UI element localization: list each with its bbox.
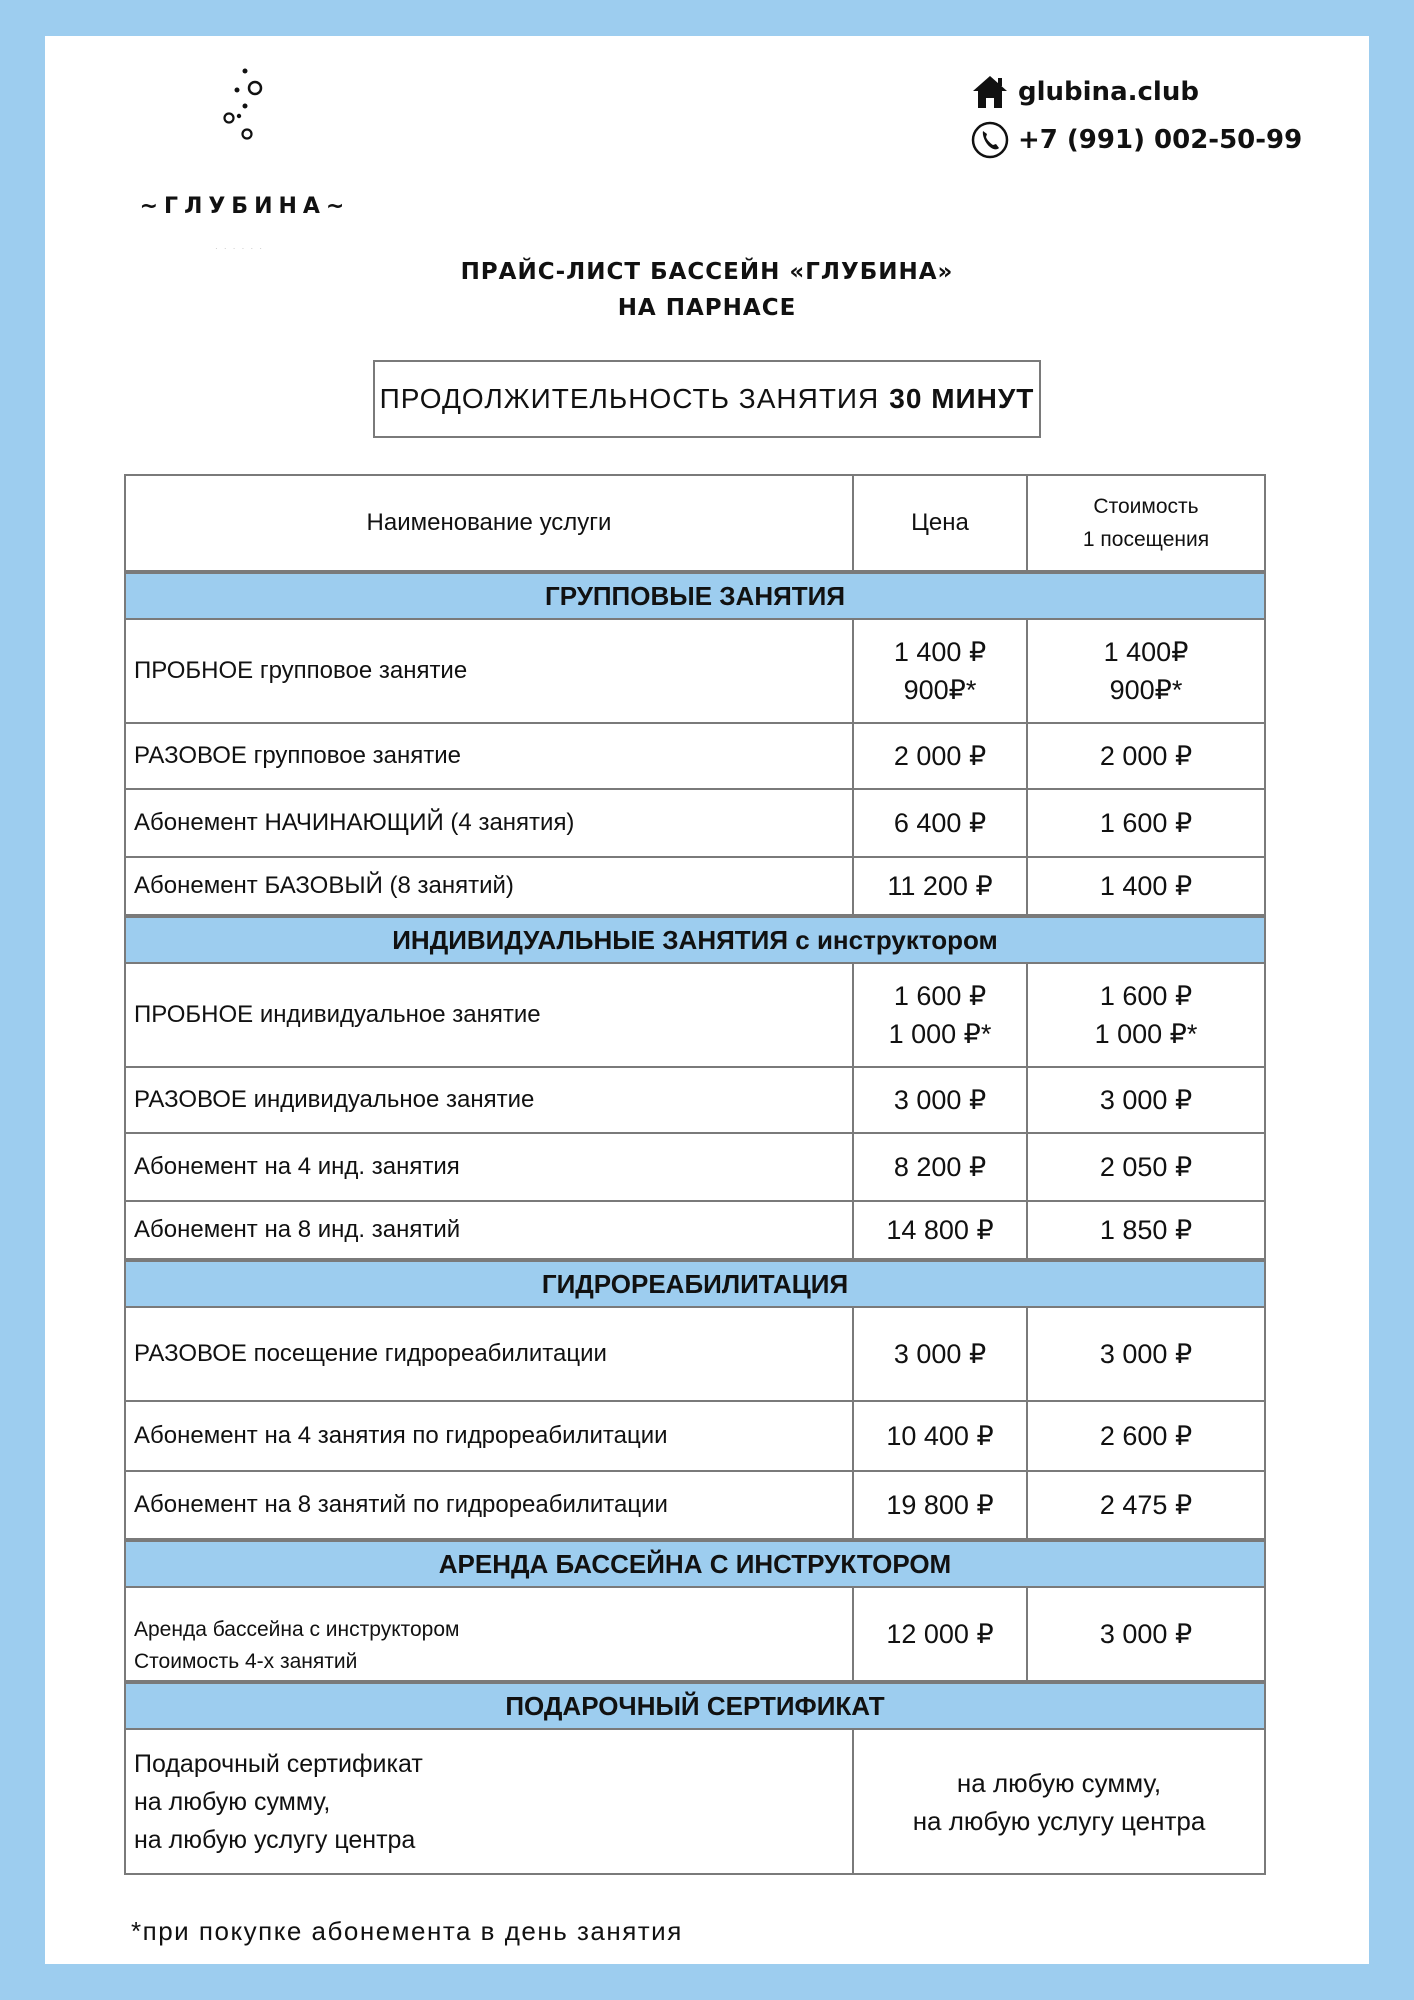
service-name — [126, 1730, 854, 1873]
price-cell — [854, 1068, 1028, 1132]
service-name: Абонемент на 4 инд. занятия — [126, 1134, 854, 1200]
section-header: ИНДИВИДУАЛЬНЫЕ ЗАНЯТИЯ с инструктором — [124, 916, 1266, 964]
price-value: 3 000 ₽ — [893, 1085, 987, 1115]
price-value: 6 400 ₽ — [893, 808, 987, 838]
phone-text[interactable]: +7 (991) 002-50-99 — [1018, 125, 1303, 155]
duration-box — [373, 360, 1041, 438]
certificate-value-line: на любую услугу центра — [912, 1805, 1206, 1836]
table-row — [124, 1588, 1266, 1682]
service-name: Абонемент на 8 инд. занятий — [126, 1202, 854, 1258]
table-row — [124, 1308, 1266, 1402]
header-per-visit-line-1: Стоимость — [1093, 495, 1199, 518]
table-row — [124, 1068, 1266, 1134]
price-cell — [854, 620, 1028, 722]
logo-underline: · · · · · · — [215, 244, 265, 253]
price-value: 2 000 ₽ — [893, 741, 987, 771]
logo-wordmark: ~ГЛУБИНА~ — [139, 194, 351, 219]
price-value: 12 000 ₽ — [886, 1619, 994, 1649]
per-visit-value: 1 400₽ — [1103, 637, 1189, 667]
service-name-line: Аренда бассейна с инструктором — [134, 1618, 460, 1641]
header-per-visit — [1028, 476, 1264, 570]
per-visit-cell — [1028, 1068, 1264, 1132]
header-price: Цена — [854, 476, 1028, 570]
duration-value: 30 МИНУТ — [889, 383, 1035, 414]
title-line-1: ПРАЙС-ЛИСТ БАССЕЙН «ГЛУБИНА» — [460, 259, 954, 285]
header-per-visit-line-2: 1 посещения — [1082, 528, 1210, 551]
price-cell — [854, 1472, 1028, 1538]
table-row — [124, 964, 1266, 1068]
price-value: 14 800 ₽ — [886, 1215, 994, 1245]
service-name: Абонемент НАЧИНАЮЩИЙ (4 занятия) — [126, 790, 854, 856]
footnote: *при покупке абонемента в день занятия — [131, 1916, 683, 1946]
service-name: ПРОБНОЕ индивидуальное занятие — [126, 964, 854, 1066]
service-name-line: Подарочный сертификат — [134, 1749, 423, 1778]
section-header: ГИДРОРЕАБИЛИТАЦИЯ — [124, 1260, 1266, 1308]
per-visit-cell — [1028, 1588, 1264, 1680]
price-value: 19 800 ₽ — [886, 1490, 994, 1520]
per-visit-cell — [1028, 1308, 1264, 1400]
service-name: Абонемент БАЗОВЫЙ (8 занятий) — [126, 858, 854, 914]
table-row — [124, 790, 1266, 858]
phone-icon — [970, 120, 1010, 160]
price-cell — [854, 1202, 1028, 1258]
price-value: 8 200 ₽ — [893, 1152, 987, 1182]
per-visit-value: 900₽* — [1109, 675, 1183, 705]
per-visit-value: 3 000 ₽ — [1099, 1085, 1193, 1115]
price-value: 10 400 ₽ — [886, 1421, 994, 1451]
title-line-2: НА ПАРНАСЕ — [617, 295, 797, 321]
per-visit-value: 1 000 ₽* — [1094, 1019, 1198, 1049]
per-visit-cell — [1028, 1134, 1264, 1200]
table-row — [124, 1730, 1266, 1875]
table-row — [124, 1134, 1266, 1202]
home-icon — [970, 72, 1010, 112]
price-cell — [854, 964, 1028, 1066]
bubbles-icon — [205, 66, 285, 156]
service-name: ПРОБНОЕ групповое занятие — [126, 620, 854, 722]
price-cell — [854, 724, 1028, 788]
price-cell — [854, 1588, 1028, 1680]
service-name: Абонемент на 8 занятий по гидрореабилитации — [126, 1472, 854, 1538]
service-name: РАЗОВОЕ групповое занятие — [126, 724, 854, 788]
price-value: 1 000 ₽* — [888, 1019, 992, 1049]
table-row — [124, 1472, 1266, 1540]
price-cell — [854, 858, 1028, 914]
table-row — [124, 1202, 1266, 1260]
per-visit-cell — [1028, 858, 1264, 914]
per-visit-value: 3 000 ₽ — [1099, 1339, 1193, 1369]
per-visit-value: 2 000 ₽ — [1099, 741, 1193, 771]
per-visit-value: 1 600 ₽ — [1099, 808, 1193, 838]
price-cell — [854, 790, 1028, 856]
section-header: ПОДАРОЧНЫЙ СЕРТИФИКАТ — [124, 1682, 1266, 1730]
table-row — [124, 1402, 1266, 1472]
per-visit-cell — [1028, 1472, 1264, 1538]
phone-contact[interactable] — [970, 120, 1302, 160]
per-visit-value: 1 600 ₽ — [1099, 981, 1193, 1011]
table-row — [124, 620, 1266, 724]
per-visit-cell — [1028, 1202, 1264, 1258]
per-visit-value: 2 600 ₽ — [1099, 1421, 1193, 1451]
price-list-page — [45, 36, 1369, 1964]
price-value: 1 600 ₽ — [893, 981, 987, 1011]
price-value: 11 200 ₽ — [887, 871, 993, 901]
certificate-value — [854, 1730, 1264, 1873]
per-visit-cell — [1028, 1402, 1264, 1470]
service-name: РАЗОВОЕ индивидуальное занятие — [126, 1068, 854, 1132]
price-value: 900₽* — [903, 675, 977, 705]
per-visit-cell — [1028, 620, 1264, 722]
per-visit-value: 1 400 ₽ — [1099, 871, 1193, 901]
price-value: 1 400 ₽ — [893, 637, 987, 667]
header-service: Наименование услуги — [126, 476, 854, 570]
page-title — [45, 254, 1369, 326]
certificate-value-line: на любую сумму, — [956, 1767, 1162, 1798]
duration-label: ПРОДОЛЖИТЕЛЬНОСТЬ ЗАНЯТИЯ — [379, 383, 880, 414]
service-name: РАЗОВОЕ посещение гидрореабилитации — [126, 1308, 854, 1400]
section-header: АРЕНДА БАССЕЙНА С ИНСТРУКТОРОМ — [124, 1540, 1266, 1588]
per-visit-value: 2 475 ₽ — [1099, 1490, 1193, 1520]
table-header-row — [124, 474, 1266, 572]
table-row — [124, 724, 1266, 790]
price-cell — [854, 1402, 1028, 1470]
price-table — [124, 474, 1266, 1875]
per-visit-cell — [1028, 964, 1264, 1066]
service-name-line: на любую сумму, — [134, 1787, 331, 1816]
price-cell — [854, 1134, 1028, 1200]
service-name-line: на любую услугу центра — [134, 1825, 416, 1854]
per-visit-value: 2 050 ₽ — [1099, 1152, 1193, 1182]
price-value: 3 000 ₽ — [893, 1339, 987, 1369]
service-name — [126, 1588, 854, 1680]
website-contact[interactable] — [970, 72, 1199, 112]
price-cell — [854, 1308, 1028, 1400]
glubina-logo — [135, 66, 355, 266]
service-name: Абонемент на 4 занятия по гидрореабилитации — [126, 1402, 854, 1470]
table-row — [124, 858, 1266, 916]
per-visit-value: 3 000 ₽ — [1099, 1619, 1193, 1649]
per-visit-value: 1 850 ₽ — [1099, 1215, 1193, 1245]
per-visit-cell — [1028, 790, 1264, 856]
section-header: ГРУППОВЫЕ ЗАНЯТИЯ — [124, 572, 1266, 620]
per-visit-cell — [1028, 724, 1264, 788]
website-text[interactable]: glubina.club — [1018, 77, 1199, 107]
service-name-line: Стоимость 4-х занятий — [134, 1650, 358, 1673]
